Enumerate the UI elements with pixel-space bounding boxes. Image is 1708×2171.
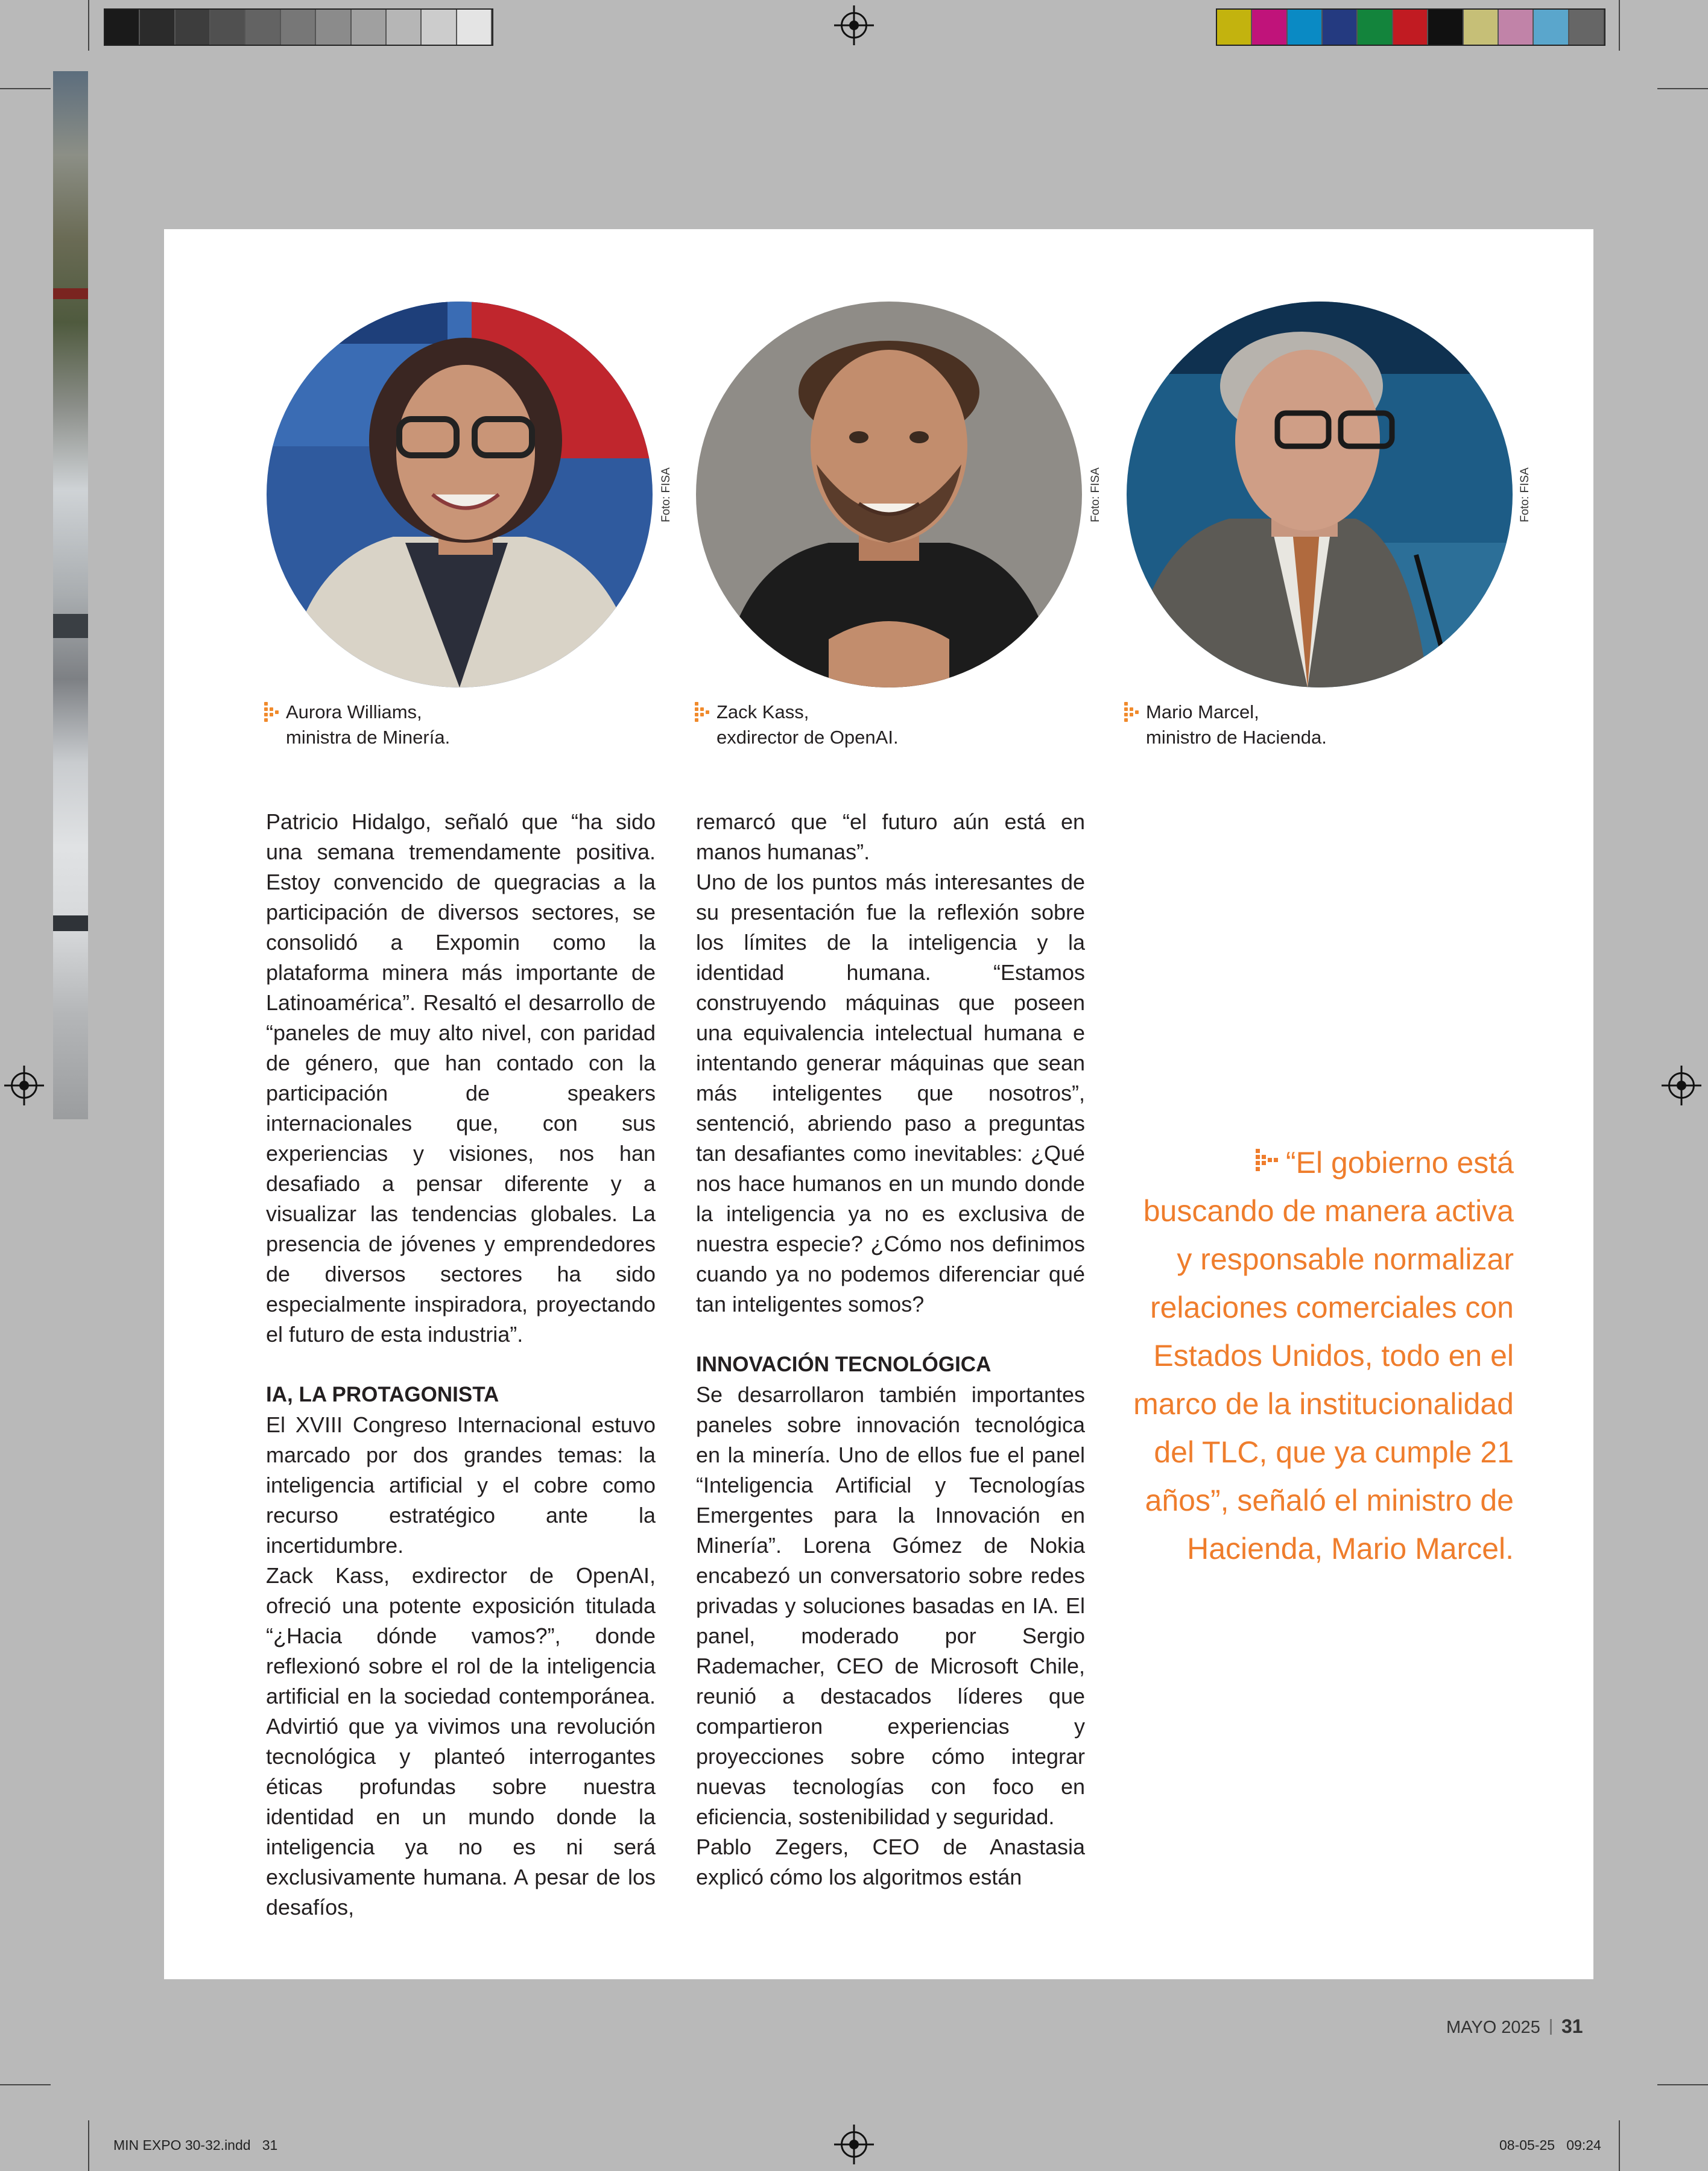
- color-swatch: [245, 10, 280, 45]
- folio: [1446, 2015, 1583, 2038]
- article-paragraph: Pablo Zegers, CEO de Anastasia explicó cómo los algoritmos están: [696, 1834, 1085, 1889]
- color-swatch: [1252, 10, 1287, 45]
- portrait-zack-kass: [696, 302, 1082, 687]
- article-paragraph: El XVIII Congreso Internacional estuvo marcado por dos grandes temas: la inteligencia artificial y el cobre como recurso estratégico ante la incertidumbre.: [266, 1412, 656, 1558]
- crop-mark: [0, 88, 51, 89]
- registration-mark-icon: [1668, 1072, 1695, 1099]
- photo-credit: Foto: FISA: [1519, 467, 1531, 522]
- color-swatch: [210, 10, 245, 45]
- color-swatch: [1393, 10, 1428, 45]
- color-swatch: [457, 10, 492, 45]
- portrait-woman-icon: [267, 302, 653, 687]
- crop-mark: [1657, 2084, 1708, 2085]
- quote-marker-icon: [1256, 1149, 1279, 1175]
- caption-mario-marcel: [1146, 700, 1327, 750]
- caption-role: ministro de Hacienda.: [1146, 727, 1327, 748]
- caption-marker-icon: [695, 702, 710, 724]
- caption-zack-kass: [716, 700, 899, 750]
- color-swatch: [1358, 10, 1393, 45]
- color-swatch: [1428, 10, 1463, 45]
- crop-mark: [1619, 0, 1620, 51]
- article-column-2: [696, 807, 1085, 1892]
- article-paragraph: remarcó que “el futuro aún está en manos humanas”.: [696, 809, 1085, 864]
- color-swatch: [105, 10, 140, 45]
- color-swatch: [387, 10, 422, 45]
- portrait-mario-marcel: [1127, 302, 1513, 687]
- slug-filename: MIN EXPO 30-32.indd 31: [113, 2137, 278, 2153]
- folio-divider: [1550, 2019, 1552, 2035]
- color-swatch: [140, 10, 175, 45]
- registration-mark-icon: [841, 12, 867, 39]
- crop-mark: [88, 0, 89, 51]
- article-paragraph: Se desarrollaron también importantes paneles sobre innovación tecnológica en la minería. Uno de ellos fue el panel “Inteligencia Artificial y Tecnologías Emergentes para la Innovación en Minería”. Lorena Gómez de Nokia encabezó un conversatorio sobre redes privadas y soluciones basadas en IA. El panel, moderado por Sergio Rademacher, CEO de Microsoft Chile, reunió a destacados líderes que compartieron experiencias y proyecciones sobre cómo integrar nuevas tecnologías con foco en eficiencia, sostenibilidad y seguridad.: [696, 1382, 1085, 1829]
- color-swatch: [1464, 10, 1499, 45]
- portrait-aurora-williams: [267, 302, 653, 687]
- section-heading: IA, LA PROTAGONISTA: [266, 1383, 499, 1406]
- caption-marker-icon: [264, 702, 280, 724]
- photo-credit: Foto: FISA: [1089, 467, 1102, 522]
- caption-name: Zack Kass,: [716, 701, 809, 722]
- caption-name: Aurora Williams,: [286, 701, 422, 722]
- color-swatch: [1217, 10, 1252, 45]
- caption-marker-icon: [1124, 702, 1140, 724]
- pull-quote: [1124, 1139, 1514, 1573]
- color-swatch: [1569, 10, 1604, 45]
- bleed-photo-strip: [53, 71, 88, 1119]
- page-number: 31: [1561, 2015, 1583, 2037]
- article-paragraph: Uno de los puntos más interesantes de su presentación fue la reflexión sobre los límites de la inteligencia y la identidad humana. “Estamos construyendo máquinas que poseen una equivalencia intelectual humana e intentando generar máquinas que sean más inteligentes que nosotros”, sentenció, abriendo paso a preguntas tan desafiantes como inevitables: ¿Qué nos hace humanos en un mundo donde la inteligencia ya no es exclusiva de nuestra especie? ¿Cómo nos definimos cuando ya no podemos diferenciar qué tan inteligentes somos?: [696, 870, 1085, 1316]
- crop-mark: [88, 2120, 89, 2171]
- caption-aurora-williams: [286, 700, 450, 750]
- color-swatch: [281, 10, 316, 45]
- caption-role: exdirector de OpenAI.: [716, 727, 899, 748]
- color-swatch: [1499, 10, 1534, 45]
- color-swatch: [1323, 10, 1358, 45]
- article-column-1: [266, 807, 656, 1923]
- folio-month: MAYO 2025: [1446, 2018, 1540, 2037]
- portrait-man-icon: [696, 302, 1082, 687]
- article-paragraph: Patricio Hidalgo, señaló que “ha sido una semana tremendamente positiva. Estoy convencido de quegracias a la participación de diversos sectores, se consolidó a Expomin como la plataforma minera más importante de Latinoamérica”. Resaltó el desarrollo de “paneles de muy alto nivel, con paridad de género, que han contado con la participación de speakers internacionales que, con sus experiencias y visiones, nos han desafiado a pensar diferente y a visualizar las tendencias globales. La presencia de jóvenes y emprendedores de diversos sectores ha sido especialmente inspiradora, proyectando el futuro de esta industria”.: [266, 809, 656, 1347]
- color-swatch: [352, 10, 387, 45]
- portrait-speaker-icon: [1127, 302, 1513, 687]
- caption-role: ministra de Minería.: [286, 727, 451, 748]
- slug-timestamp: 08-05-25 09:24: [1499, 2137, 1601, 2153]
- color-swatch: [1288, 10, 1323, 45]
- color-swatch: [176, 10, 210, 45]
- crop-mark: [0, 2084, 51, 2085]
- article-paragraph: Zack Kass, exdirector de OpenAI, ofreció una potente exposición titulada “¿Hacia dónde vamos?”, donde reflexionó sobre el rol de la inteligencia artificial en la sociedad contemporánea. Advirtió que ya vivimos una revolución tecnológica y planteó interrogantes éticas profundas sobre nuestra identidad en un mundo donde la inteligencia ya no es ni será exclusivamente humana. A pesar de los desafíos,: [266, 1563, 656, 1920]
- registration-mark-icon: [11, 1072, 37, 1099]
- crop-mark: [1619, 2120, 1620, 2171]
- crop-mark: [1657, 88, 1708, 89]
- photo-credit: Foto: FISA: [660, 467, 672, 522]
- color-swatch: [422, 10, 457, 45]
- color-calibration-bar: [1216, 8, 1605, 46]
- pull-quote-text: “El gobierno está buscando de manera activa y responsable normalizar relaciones comerciales con Estados Unidos, todo en el marco de la institucionalidad del TLC, que ya cumple 21 años”, señaló el ministro de Hacienda, Mario Marcel.: [1133, 1146, 1514, 1566]
- gray-calibration-bar: [104, 8, 493, 46]
- color-swatch: [1534, 10, 1569, 45]
- section-heading: INNOVACIÓN TECNOLÓGICA: [696, 1353, 992, 1376]
- caption-name: Mario Marcel,: [1146, 701, 1259, 722]
- registration-mark-icon: [841, 2131, 867, 2158]
- color-swatch: [316, 10, 351, 45]
